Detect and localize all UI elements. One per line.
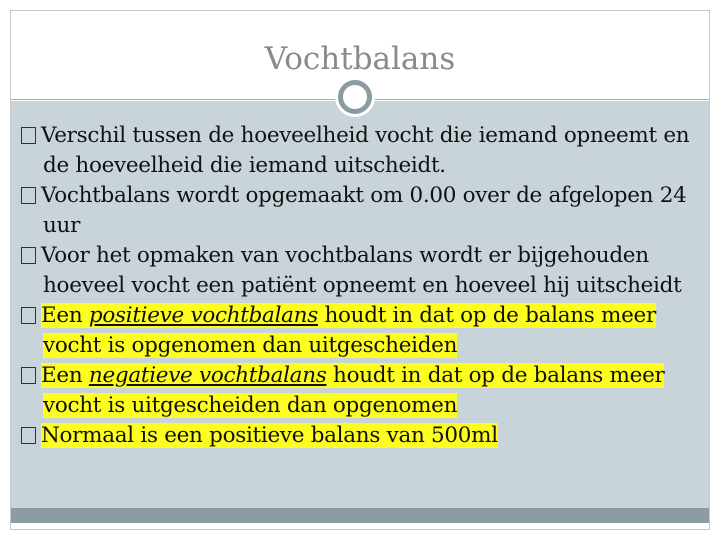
slide-title: Vochtbalans [264, 41, 456, 77]
bullet-text-pre: Een [41, 363, 89, 388]
footer-bar [11, 508, 709, 523]
bullet-item [21, 241, 701, 301]
bullet-text-post: houdt in dat op de balans meer vocht is uitgescheiden dan opgenomen [43, 363, 665, 418]
bullet-text: Normaal is een positieve balans van 500ml [41, 423, 498, 448]
bullet-box-icon [21, 367, 36, 384]
bullet-emphasis: positieve vochtbalans [88, 303, 318, 328]
bullet-item [21, 181, 701, 241]
bullet-list [21, 121, 701, 451]
highlighted-text [41, 303, 656, 358]
bullet-text: Voor het opmaken van vochtbalans wordt er bijgehouden hoeveel vocht een patiënt opneemt en hoeveel hij uitscheidt [41, 243, 682, 298]
bullet-item [21, 121, 701, 181]
bullet-box-icon [21, 427, 36, 444]
bullet-text-post: houdt in dat op de balans meer vocht is opgenomen dan uitgescheiden [43, 303, 656, 358]
bullet-text-pre: Een [41, 303, 89, 328]
circle-ornament-icon [338, 80, 372, 114]
bullet-box-icon [21, 247, 36, 264]
bullet-box-icon [21, 307, 36, 324]
bullet-box-icon [21, 127, 36, 144]
bullet-box-icon [21, 187, 36, 204]
bullet-item-highlighted [21, 361, 701, 421]
bullet-text: Vochtbalans wordt opgemaakt om 0.00 over de afgelopen 24 uur [41, 183, 687, 238]
bullet-item-highlighted [21, 421, 701, 451]
bullet-text: Verschil tussen de hoeveelheid vocht die iemand opneemt en de hoeveelheid die iemand uitscheidt. [41, 123, 690, 178]
bullet-emphasis: negatieve vochtbalans [88, 363, 327, 388]
highlighted-text [41, 363, 664, 418]
bullet-item-highlighted [21, 301, 701, 361]
